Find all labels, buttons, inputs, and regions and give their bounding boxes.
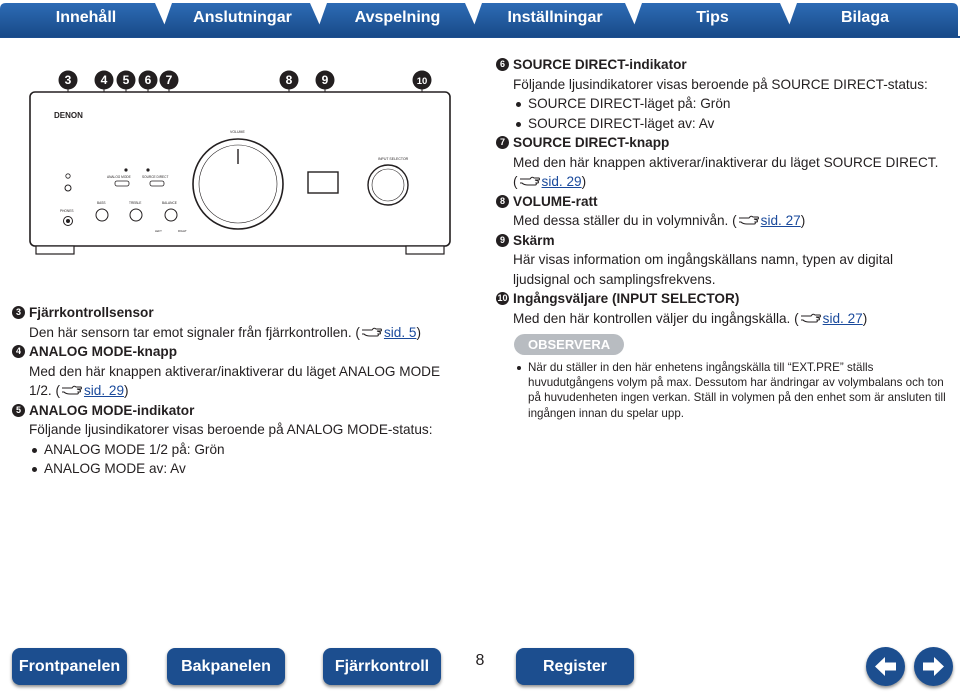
page-number: 8 xyxy=(475,652,485,669)
page-reference-link[interactable]: sid. 27 xyxy=(822,310,863,326)
item-source-direct-indicator: 6 SOURCE DIRECT-indikator Följande ljusindikatorer visas beroende på SOURCE DIRECT-status: SOURCE DIRECT-läget på: Grön SOURCE DIRECT-läget av: Av xyxy=(496,55,946,133)
left-description-column xyxy=(12,303,452,479)
arrow-right-icon xyxy=(914,647,953,686)
callout-number-10: 10 xyxy=(416,76,428,87)
item-title: SOURCE DIRECT-indikator xyxy=(513,57,687,72)
item-input-selector: 10 Ingångsväljare (INPUT SELECTOR) Med den här kontrollen väljer du ingångskälla. ( sid. 27) xyxy=(497,291,868,326)
item-number: 9 xyxy=(496,234,509,247)
input-selector-knob xyxy=(368,165,408,205)
item-number: 10 xyxy=(497,293,508,304)
item-display: 9 Skärm Här visas information om ingångskällans namn, typen av digital ljudsignal och samplingsfrekvens. xyxy=(496,231,946,290)
display-window xyxy=(308,172,338,193)
callout-number-9: 9 xyxy=(321,73,329,87)
svg-text:LEFT: LEFT xyxy=(155,229,162,233)
list-item: ANALOG MODE 1/2 på: Grön xyxy=(29,440,452,460)
item-remote-sensor: 3 Fjärrkontrollsensor Den här sensorn tar emot signaler från fjärrkontrollen. ( sid. 5) xyxy=(12,303,452,342)
tab-anslutningar[interactable]: Anslutningar xyxy=(193,9,292,26)
pointing-hand-icon xyxy=(519,175,541,187)
item-title: ANALOG MODE-indikator xyxy=(29,402,195,418)
page-reference-link[interactable]: sid. 27 xyxy=(760,213,801,228)
brand-logo: DENON xyxy=(54,111,83,120)
page-reference-link[interactable]: sid. 5 xyxy=(383,324,417,340)
list-item: SOURCE DIRECT-läget av: Av xyxy=(513,114,946,134)
item-volume-knob: 8 VOLUME-ratt Med dessa ställer du in volymnivån. ( sid. 27) xyxy=(496,192,946,231)
callout-number-5: 5 xyxy=(122,73,130,87)
svg-text:PHONES: PHONES xyxy=(60,209,74,213)
svg-text:TREBLE: TREBLE xyxy=(129,201,142,205)
item-title: VOLUME-ratt xyxy=(513,193,598,209)
svg-text:INPUT SELECTOR: INPUT SELECTOR xyxy=(378,157,409,161)
bakpanelen-button[interactable]: Bakpanelen xyxy=(167,648,285,685)
pointing-hand-icon xyxy=(361,326,383,338)
front-panel-illustration xyxy=(22,64,458,274)
bass-knob xyxy=(96,209,108,221)
item-number: 4 xyxy=(12,345,25,358)
callout-number-4: 4 xyxy=(100,73,108,87)
top-tab-bar xyxy=(0,0,960,38)
item-analog-mode-indicator: 5 ANALOG MODE-indikator Följande ljusindikatorer visas beroende på ANALOG MODE-status: ANALOG MODE 1/2 på: Grön ANALOG MODE av: Av xyxy=(12,401,452,479)
fjarrkontroll-button[interactable]: Fjärrkontroll xyxy=(323,648,441,685)
note-text: När du ställer in den här enhetens ingångskälla till “EXT.PRE” ställs huvudutgångens volym på max. Dessutom har ändringar av volymbalans och ton på huvudenheten ingen verkan. Ställ in volymen på den enhet som är ansluten till ingången innan du spelar upp. xyxy=(496,360,946,421)
treble-knob xyxy=(130,209,142,221)
item-title: SOURCE DIRECT-knapp xyxy=(513,135,670,150)
svg-text:SOURCE DIRECT: SOURCE DIRECT xyxy=(142,175,169,179)
right-description-column xyxy=(496,55,946,421)
callout-group xyxy=(59,71,432,90)
frontpanelen-button[interactable]: Frontpanelen xyxy=(12,648,127,685)
callout-number-3: 3 xyxy=(64,73,72,87)
page-reference-link[interactable]: sid. 29 xyxy=(83,383,125,398)
tab-tips[interactable]: Tips xyxy=(696,9,729,26)
power-button xyxy=(65,185,71,191)
next-page-button[interactable] xyxy=(914,647,953,686)
item-number: 7 xyxy=(496,136,509,149)
register-button[interactable]: Register xyxy=(516,648,634,685)
list-item: ANALOG MODE av: Av xyxy=(29,459,452,479)
pointing-hand-icon xyxy=(61,384,83,396)
callout-number-7: 7 xyxy=(165,73,173,87)
item-number: 3 xyxy=(12,306,25,319)
note-badge: OBSERVERA xyxy=(514,334,624,355)
item-analog-mode-button: 4 ANALOG MODE-knapp Med den här knappen aktiverar/inaktiverar du läget ANALOG MODE 1/2. ( sid. 29) xyxy=(12,342,452,401)
arrow-left-icon xyxy=(866,647,905,686)
item-number: 6 xyxy=(496,58,509,71)
balance-knob xyxy=(165,209,177,221)
page-reference-link[interactable]: sid. 29 xyxy=(541,174,582,189)
item-title: Skärm xyxy=(513,232,555,248)
tab-innehall[interactable]: Innehåll xyxy=(55,9,117,26)
svg-text:BALANCE: BALANCE xyxy=(162,201,177,205)
svg-text:BASS: BASS xyxy=(97,201,106,205)
tab-bilaga[interactable]: Bilaga xyxy=(840,9,889,26)
svg-text:VOLUME: VOLUME xyxy=(230,130,245,134)
callout-number-6: 6 xyxy=(144,73,152,87)
tab-avspelning[interactable]: Avspelning xyxy=(354,9,441,26)
previous-page-button[interactable] xyxy=(866,647,905,686)
pointing-hand-icon xyxy=(800,312,822,324)
item-source-direct-button: 7 SOURCE DIRECT-knapp Med den här knappen aktiverar/inaktiverar du läget SOURCE DIRECT. ( sid. 29) xyxy=(496,133,946,192)
item-number: 5 xyxy=(12,404,25,417)
item-title: ANALOG MODE-knapp xyxy=(29,344,178,359)
svg-text:ANALOG MODE: ANALOG MODE xyxy=(107,175,131,179)
tab-installningar[interactable]: Inställningar xyxy=(507,9,603,26)
list-item: SOURCE DIRECT-läget på: Grön xyxy=(513,94,946,114)
item-number: 8 xyxy=(496,195,509,208)
svg-text:RIGHT: RIGHT xyxy=(178,229,187,233)
item-title: Ingångsväljare (INPUT SELECTOR) xyxy=(513,291,740,306)
item-title: Fjärrkontrollsensor xyxy=(29,305,154,320)
callout-number-8: 8 xyxy=(285,73,293,87)
pointing-hand-icon xyxy=(738,214,760,226)
